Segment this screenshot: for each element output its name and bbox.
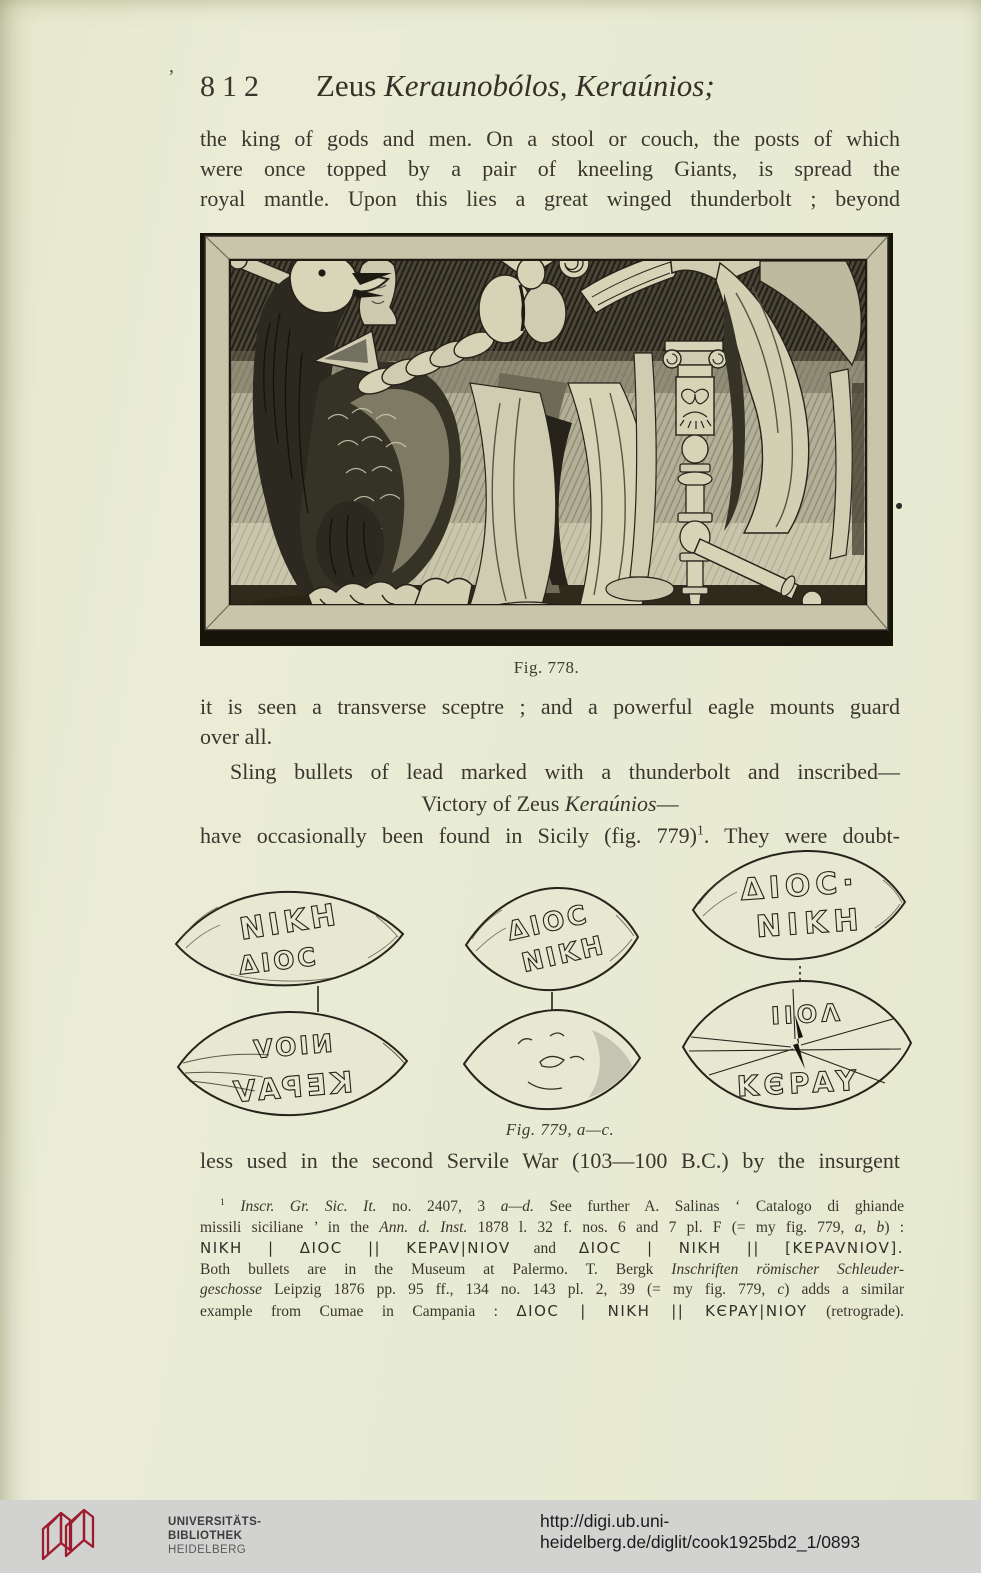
figure-778-engraving	[200, 233, 893, 646]
body-line: royal mantle. Upon this lies a great winged thunderbolt ; beyond	[200, 186, 900, 211]
greek-inscription: NIKH | ΔIOC || KEPAV|NIOV	[200, 1239, 511, 1257]
figure-779-caption-text: Fig. 779, a—c.	[505, 1120, 615, 1139]
page-title	[316, 68, 715, 104]
victory-roman: Victory of Zeus	[421, 791, 565, 816]
footnote-line-inscriptions	[200, 1238, 904, 1260]
inscription: ΔIOC	[237, 941, 321, 981]
greek-inscription: ΔIOC | NIKH || KЄPAY|NIOY	[516, 1301, 808, 1320]
footnote-line	[200, 1301, 904, 1323]
footnote-text: a—d.	[500, 1198, 534, 1215]
inscription: NIKH	[518, 930, 609, 979]
footnote-text: and	[510, 1240, 579, 1257]
figure-779-sling-bullets	[172, 846, 917, 1123]
sling-bullet-c-reverse	[683, 981, 911, 1109]
footnote-reference: 1	[697, 822, 704, 838]
footnote-1	[200, 1197, 904, 1322]
footnote-line	[200, 1280, 904, 1301]
paragraph-intro	[200, 124, 900, 214]
body-line: it is seen a transverse sceptre ; and a powerful eagle mounts guard	[200, 694, 900, 719]
inscription: KЄPAY	[736, 1063, 863, 1104]
footnote-text: a, b	[854, 1218, 885, 1236]
figure-778-caption: Fig. 778.	[513, 658, 580, 677]
footnote-text: ) adds a similar	[784, 1281, 904, 1298]
body-line: the king of gods and men. On a stool or couch, the posts of which	[200, 126, 900, 151]
footnote-line	[200, 1197, 904, 1218]
inscription-retrograde: KEPAV	[227, 1064, 355, 1110]
figure-779-caption	[210, 1120, 910, 1140]
footnote-text: Both bullets are in the Museum at Palermo. T. Bergk	[200, 1260, 672, 1278]
library-name	[168, 1515, 261, 1557]
page-title-italic: Keraunobólos, Keraúnios;	[384, 68, 715, 103]
sling-bullet-c-obverse	[693, 851, 905, 959]
paragraph-sceptre	[200, 692, 900, 752]
footnote-text: (retrograde).	[807, 1302, 904, 1320]
inscription: IIOΛ	[770, 998, 845, 1031]
inscription: NIKH	[754, 902, 866, 946]
sling-bullets-illustration	[172, 846, 917, 1118]
sling-bullet-b-obverse	[466, 888, 638, 990]
sling-bullet-b-reverse	[464, 1010, 640, 1109]
digitization-footer-bar	[0, 1500, 981, 1573]
ub-heidelberg-logo-icon	[24, 1506, 150, 1568]
victory-line	[200, 789, 900, 819]
ink-speck	[896, 503, 902, 509]
footnote-text: 1878 l. 32 f. nos. 6 and 7 pl. F (= my fig. 779,	[467, 1218, 855, 1236]
sling-bullet-a-obverse	[176, 892, 403, 986]
post-palmette-block	[676, 377, 714, 435]
footnote-text: missili siciliane ’ in the	[200, 1218, 380, 1236]
footnote-text: geschosse	[200, 1281, 262, 1298]
paragraph-servile-war: less used in the second Servile War (103—100 B.C.) by the insurgent	[200, 1148, 900, 1173]
footnote-text: Ann. d. Inst.	[379, 1218, 468, 1236]
inscription: NIKH	[237, 897, 342, 948]
paragraph-sling-bullets: Sling bullets of lead marked with a thunderbolt and inscribed—	[230, 759, 900, 784]
library-name-line2: BIBLIOTHEK	[168, 1530, 243, 1542]
footnote-text: Leipzig 1876 pp. 95 ff., 134 no. 143 pl. 2, 39 (= my fig. 779,	[262, 1281, 778, 1298]
footnote-text: Inscr. Gr. Sic. It.	[240, 1198, 377, 1215]
eagle-thigh	[316, 501, 384, 589]
footnote-text: Inschriften römischer Schleuder-	[671, 1260, 904, 1278]
eagle-relief-illustration	[200, 233, 893, 646]
inscription: ΔIOC·	[739, 864, 860, 908]
footnote-marker: 1	[220, 1196, 225, 1208]
greek-inscription: ΔIOC | NIKH || [KEPAVNIOV].	[578, 1239, 904, 1257]
footnote-text: See further A. Salinas ‘ Catalogo di ghiande	[533, 1198, 904, 1215]
footnote-line	[200, 1218, 904, 1239]
inscription-retrograde: NIOV	[249, 1028, 334, 1065]
footnote-text: ) :	[884, 1218, 905, 1236]
ub-heidelberg-logo	[24, 1506, 150, 1573]
digitization-url-link[interactable]: http://digi.ub.uni-heidelberg.de/diglit/cook1925bd2_1/0893	[540, 1511, 861, 1552]
eagle-eye	[318, 269, 325, 276]
page-header	[200, 68, 900, 104]
library-name-line3: HEIDELBERG	[168, 1544, 247, 1556]
body-text: . They were doubt-	[703, 823, 900, 848]
body-line: were once topped by a pair of kneeling Giants, is spread the	[200, 156, 900, 181]
footnote-text: no. 2407, 3	[376, 1198, 501, 1215]
library-name-line1: UNIVERSITÄTS-	[168, 1516, 262, 1528]
page-title-roman: Zeus	[316, 68, 385, 103]
stray-mark: ’	[168, 66, 175, 88]
victory-italic: Keraúnios	[564, 791, 657, 816]
body-line: over all.	[200, 724, 273, 749]
sling-bullet-a-reverse	[178, 1012, 407, 1115]
body-text: have occasionally been found in Sicily (fig. 779)	[200, 823, 697, 848]
page-number: 812	[200, 70, 266, 103]
footnote-line	[200, 1260, 904, 1281]
victory-dash: —	[656, 791, 679, 816]
inscription: ΔIOC	[504, 899, 593, 948]
footnote-text: example from Cumae in Campania :	[200, 1302, 517, 1320]
footnote-text: c	[777, 1281, 785, 1298]
